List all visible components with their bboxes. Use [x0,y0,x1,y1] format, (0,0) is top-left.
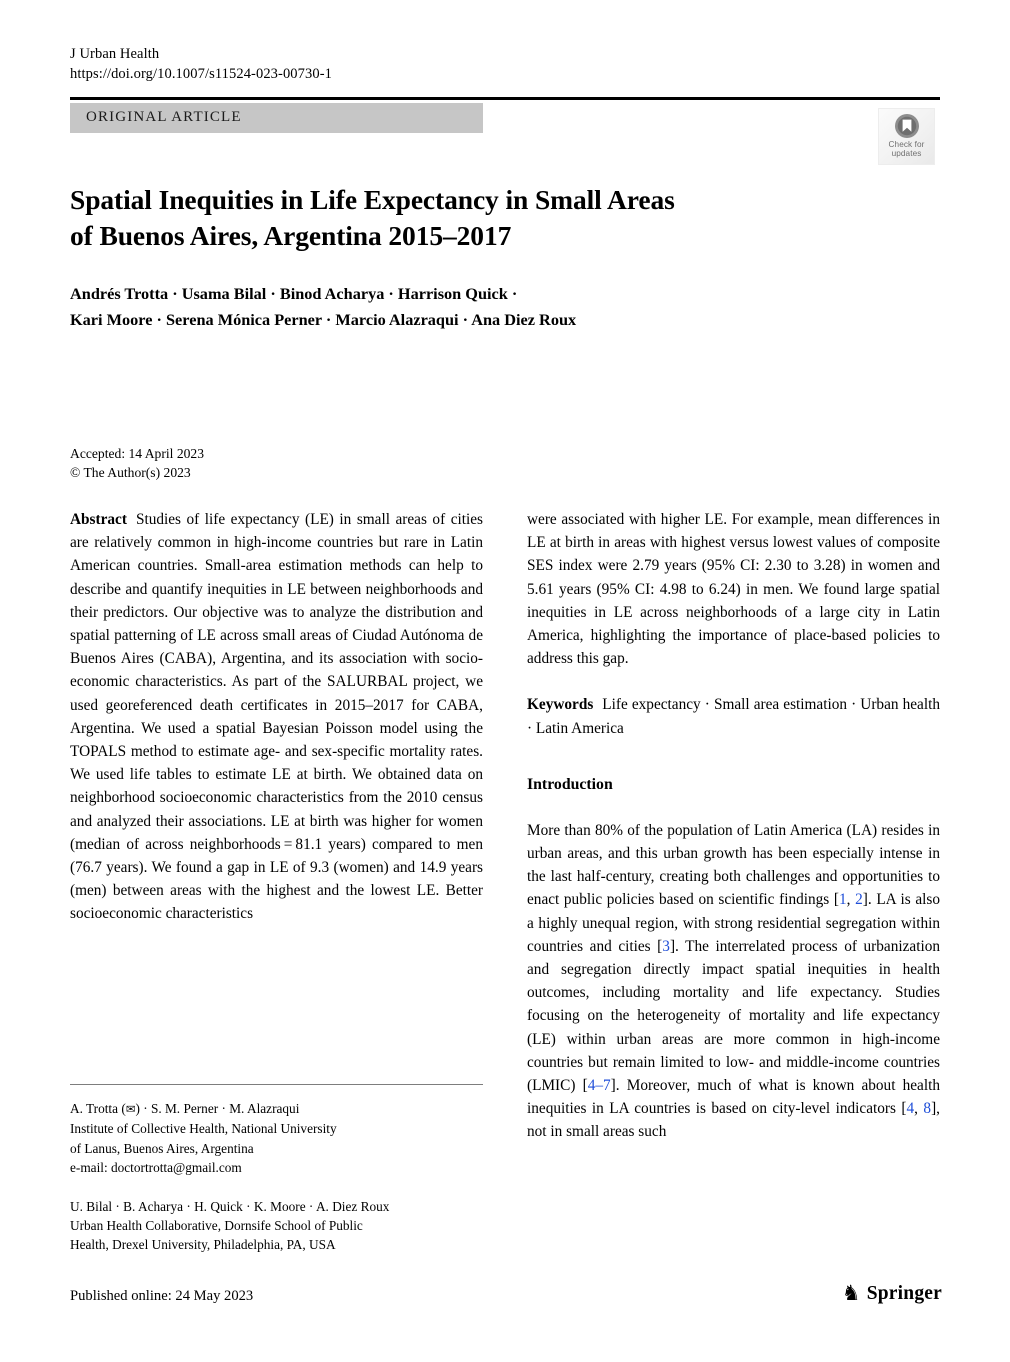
affiliation-line: Institute of Collective Health, National University [70,1121,337,1137]
abstract-text-part-1: Studies of life expectancy (LE) in small areas of cities are relatively common in high-income countries but rare in Latin American countries. Small-area estimation methods can help to describe and quantify inequities in LE between neighborhoods and their predictors. Our objective was to analyze the distribution and spatial patterning of LE across small areas of Ciudad Autónoma de Buenos Aires (CABA), Argentina, and its association with socio-economic characteristics. As part of the SALURBAL project, we used georeferenced death certificates in 2015–2017 for CABA, Argentina. We used a spatial Bayesian Poisson model using the TOPALS method to estimate age- and sex-specific mortality rates. We used life tables to estimate LE at birth. We obtained data on neighborhood socioeconomic characteristics from the 2010 census and analyzed their associations. LE at birth was higher for women (median of across neighborhoods = 81.1 years) compared to men (76.7 years). We found a gap in LE of 9.3 (women) and 14.9 years (men) between areas with the highest and the lowest LE. Better socioeconomic characteristics [70,511,483,923]
envelope-icon: ✉ [125,1102,136,1116]
crossmark-line-1: Check for [888,140,925,149]
abstract-text-part-2: were associated with higher LE. For example, mean differences in LE at birth in areas with highest versus lowest values of composite SES index were 2.79 years (95% CI: 2.30 to 3.28) in women and 5.61 years (95% CI: 4.98 to 6.24) in men. We found large spatial inequities in LE across neighborhoods of a large city in Latin America, highlighting the importance of place-based policies to address this gap. [527,511,940,668]
article-type-banner [70,103,483,133]
abstract-continuation [527,508,940,670]
abstract-paragraph [70,508,483,926]
affiliations-block [70,1099,490,1255]
column-right [527,508,940,1144]
copyright-line: © The Author(s) 2023 [70,465,191,480]
affiliation-authors-suffix: ) · S. M. Perner · M. Alazraqui [135,1101,300,1116]
article-title [70,182,770,254]
affiliation-line: of Lanus, Buenos Aires, Argentina [70,1140,254,1156]
title-line-2: of Buenos Aires, Argentina 2015–2017 [70,220,512,251]
accepted-date: Accepted: 14 April 2023 [70,446,205,461]
citation-link-4[interactable]: 4–7 [587,1077,611,1095]
running-head [70,44,670,84]
published-online-date: Published online: 24 May 2023 [70,1288,254,1304]
publication-dates [70,444,204,482]
citation-separator-1: , [846,891,856,909]
affiliation-authors-line [70,1099,490,1119]
intro-text-e: ], not in small areas such [527,1100,940,1141]
citation-link-2[interactable]: 2 [855,891,863,909]
affiliation-line: Health, Drexel University, Philadelphia, PA, USA [70,1237,336,1253]
springer-logo [841,1280,942,1305]
affiliation-entry [70,1197,490,1255]
doi-link[interactable]: https://doi.org/10.1007/s11524-023-00730-1 [70,66,332,82]
publisher-name: Springer [866,1283,942,1304]
intro-text-a: More than 80% of the population of Latin America (LA) resides in urban areas, and this urban growth has been especially intense in the last half-century, creating both challenges and opportunities to enact public policies based on scientific findings [ [527,821,940,909]
check-for-updates-badge[interactable] [878,108,935,165]
title-line-1: Spatial Inequities in Life Expectancy in Small Areas [70,184,675,215]
authors-line-2: Kari Moore · Serena Mónica Perner · Marcio Alazraqui · Ana Diez Roux [70,310,577,329]
citation-link-3[interactable]: 3 [662,937,670,955]
crossmark-line-2: updates [891,149,922,159]
authors-line-1: Andrés Trotta · Usama Bilal · Binod Acharya · Harrison Quick · [70,284,518,303]
keywords-label: Keywords [527,696,594,714]
affiliation-entry [70,1099,490,1178]
footnote-rule [70,1084,483,1085]
affiliation-authors-line: U. Bilal · B. Acharya · H. Quick · K. Moore · A. Diez Roux [70,1198,390,1214]
keywords-paragraph [527,693,940,739]
article-type-label: ORIGINAL ARTICLE [86,109,242,125]
section-heading-introduction: Introduction [527,775,613,793]
introduction-paragraph [527,819,940,1144]
corresponding-email[interactable]: e-mail: doctortrotta@gmail.com [70,1160,242,1176]
journal-name: J Urban Health [70,46,160,62]
citation-link-1[interactable]: 1 [838,891,847,909]
column-left [70,508,483,926]
citation-link-5[interactable]: 4 [906,1100,915,1118]
abstract-label: Abstract [70,511,127,528]
intro-text-c: ]. The interrelated process of urbanization and segregation directly impact spatial inequities in health outcomes, including mortality and life expectancy. Studies focusing on the heterogeneity of mortality and life expectancy (LE) within urban areas are more common in high-income countries but remain limited to low- and middle-income countries (LMIC) [ [527,937,940,1095]
header-rule [70,97,940,100]
citation-separator-2: , [914,1100,924,1118]
affiliation-line: Urban Health Collaborative, Dornsife School of Public [70,1218,363,1234]
intro-text-d: ]. Moreover, much of what is known about health inequities in LA countries is based on city-level indicators [ [527,1077,940,1118]
citation-link-6[interactable]: 8 [923,1100,932,1118]
author-list [70,281,720,333]
intro-text-b: ]. LA is also a highly unequal region, with strong residential segregation within countries and cities [ [527,891,940,955]
springer-knight-icon: ♞ [841,1280,861,1305]
crossmark-icon [894,113,920,139]
affiliation-authors-prefix: A. Trotta ( [70,1101,126,1116]
keywords-list: Life expectancy · Small area estimation · Urban health · Latin America [527,696,940,737]
